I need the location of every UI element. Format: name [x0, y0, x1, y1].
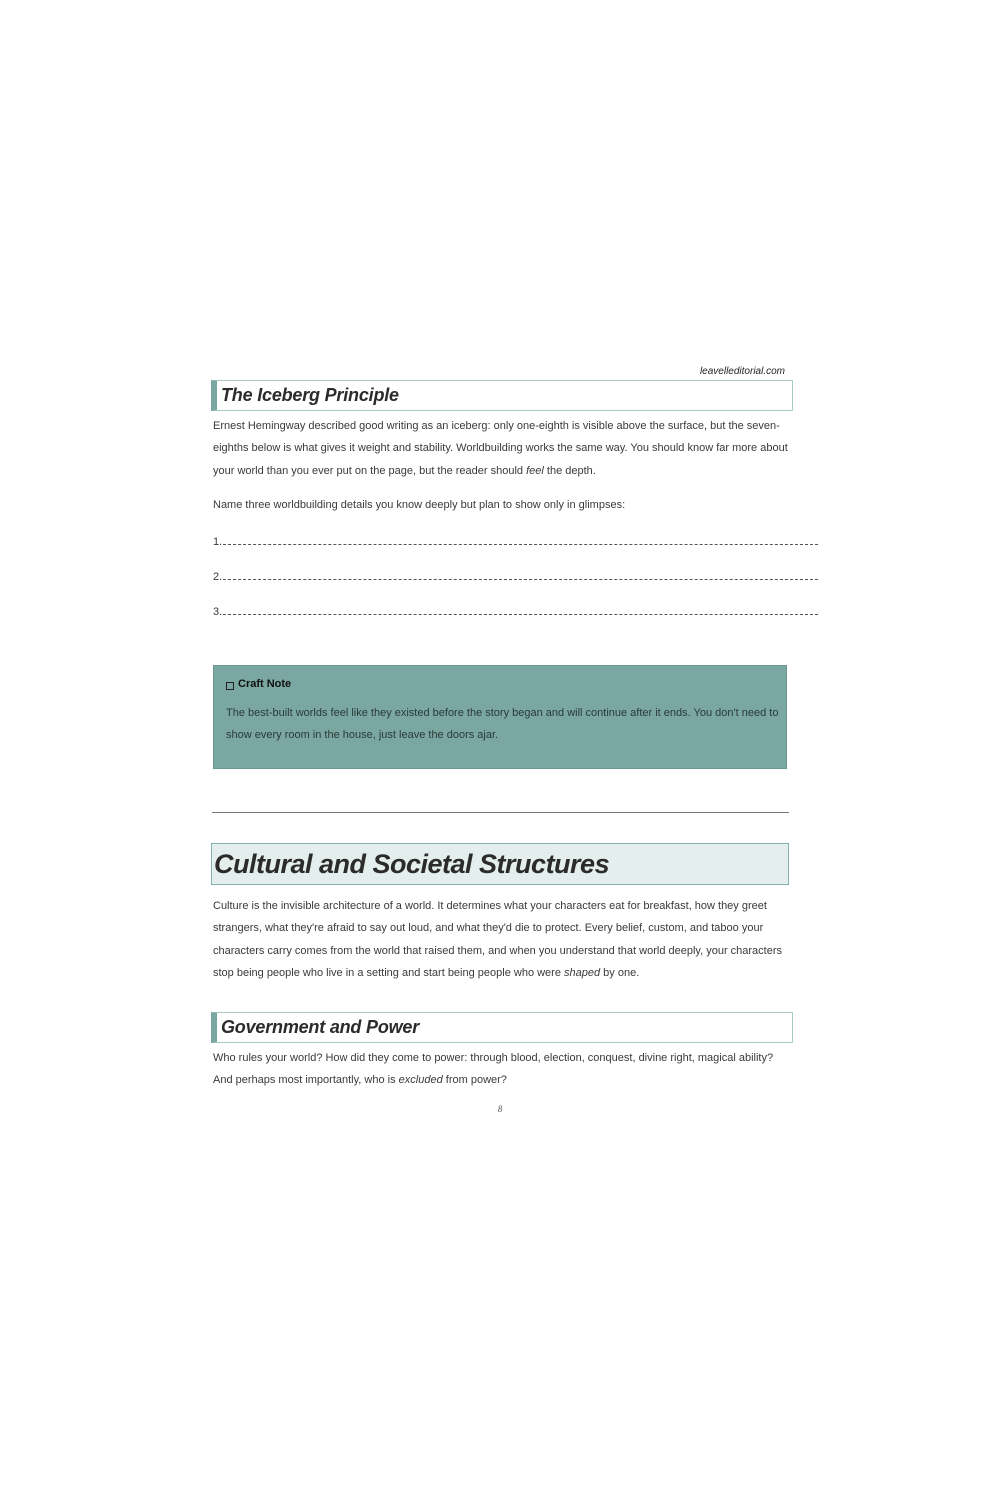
chapter-heading-culture — [211, 843, 789, 885]
craft-note-title: Craft Note — [238, 678, 292, 690]
iceberg-prompt — [213, 494, 795, 516]
craft-note-body: The best-built worlds feel like they existed before the story began and will continue after it ends. You don't need to show every room in the house, just leave the doors ajar. — [226, 707, 779, 742]
section-heading-iceberg — [211, 380, 793, 411]
paragraph-emphasis: feel — [526, 464, 544, 477]
section-title: Government and Power — [221, 1017, 420, 1037]
iceberg-paragraph — [213, 415, 795, 482]
section-title: The Iceberg Principle — [221, 385, 399, 405]
paragraph-text: Culture is the invisible architecture of a world. It determines what your characters eat for breakfast, how they greet strangers, what they're afraid to say out loud, and what they'd die to protect. Every belief, custom, and taboo your characters carry comes from the world that raised them, and when you understand that world deeply, your characters stop being people who live in a setting and start being people who were — [213, 900, 783, 979]
answer-line-3[interactable] — [213, 602, 818, 618]
answer-line-1[interactable] — [213, 532, 818, 548]
craft-note-header — [226, 678, 291, 690]
paragraph-text: the depth. — [543, 464, 596, 477]
section-divider — [212, 812, 789, 813]
answer-line-2[interactable] — [213, 567, 818, 583]
paragraph-text: from power? — [442, 1074, 507, 1087]
answer-rule — [223, 544, 818, 545]
chapter-title: Cultural and Societal Structures — [214, 849, 610, 879]
answer-rule — [223, 579, 818, 580]
section-heading-government — [211, 1012, 793, 1043]
paragraph-text: Who rules your world? How did they come to power: through blood, election, conquest, divine right, magical ability? And perhaps most importantly, who is — [213, 1052, 774, 1087]
answer-number: 2. — [213, 571, 223, 583]
page-number: 8 — [497, 1104, 503, 1114]
paragraph-emphasis: shaped — [564, 966, 601, 979]
paragraph-text: Ernest Hemingway described good writing as an iceberg: only one-eighth is visible above the surface, but the seven-eighths below is what gives it weight and stability. Worldbuilding works the same way. You should know far more about your world than you ever put on the page, but the reader should — [213, 420, 788, 477]
answer-number: 1. — [213, 536, 223, 548]
craft-note-box — [213, 665, 787, 769]
answer-number: 3. — [213, 606, 223, 618]
paragraph-text: by one. — [600, 966, 640, 979]
culture-paragraph — [213, 895, 795, 984]
answer-rule — [223, 614, 818, 615]
checkbox-square-icon — [226, 682, 234, 690]
government-paragraph — [213, 1047, 795, 1092]
site-url: leavelleditorial.com — [699, 366, 785, 377]
paragraph-emphasis: excluded — [398, 1074, 443, 1087]
prompt-text: Name three worldbuilding details you know deeply but plan to show only in glimpses: — [213, 499, 626, 511]
